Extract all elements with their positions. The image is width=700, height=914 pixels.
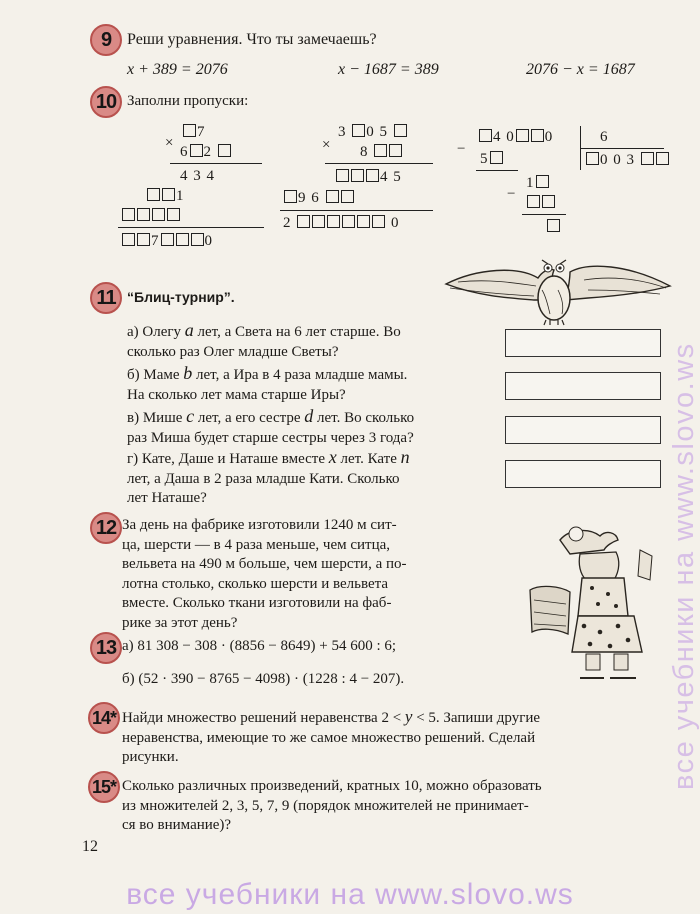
expression-a: а) 81 308 − 308 · (8856 − 8649) + 54 600 : 6;: [122, 638, 397, 654]
page-number: 12: [82, 838, 98, 855]
task-number-badge: 12: [90, 512, 122, 544]
digit-row: 3 0 5: [338, 123, 408, 141]
bottom-watermark: все учебники на www.slovo.ws: [126, 878, 574, 911]
answer-box-b[interactable]: [505, 372, 661, 400]
digit-row: 1: [526, 174, 550, 192]
task-number-badge: 13: [90, 632, 122, 664]
equation: 2076 − x = 1687: [526, 61, 635, 78]
task-number-badge: 15*: [88, 771, 120, 803]
times-sign: ×: [322, 137, 332, 153]
task-number-badge: 14*: [88, 702, 120, 734]
task-title: Реши уравнения. Что ты замечаешь?: [127, 31, 377, 48]
rule-line: [118, 227, 264, 228]
task-number-badge: 9: [90, 24, 122, 56]
fabric-character-illustration: [520, 520, 670, 690]
rule-line: [580, 148, 664, 149]
task-number-badge: 10: [90, 86, 122, 118]
task-text: Найди множество решений неравенства 2 < y < 5. Запиши другие неравенства, имеющие то же самое множество решений. Сделай рисунки.: [122, 707, 541, 765]
equation: x + 389 = 2076: [127, 61, 228, 78]
question-c: в) Мише c лет, а его сестре d лет. Во сколько раз Миша будет старше сестры через 3 года?: [127, 406, 415, 446]
side-watermark: все учебники на www.slovo.ws: [668, 342, 700, 790]
answer-box-d[interactable]: [505, 460, 661, 488]
digit-row: 9 6: [283, 189, 355, 207]
task-text: Сколько различных произведений, кратных 10, можно образовать из множителей 2, 3, 5, 7, 9 (порядок множителей не принимает- ся во внимание)?: [122, 778, 542, 833]
rule-line: [280, 210, 433, 211]
digit-row: 4 0 0: [478, 128, 553, 146]
task-title: Заполни пропуски:: [127, 93, 249, 109]
digit-row: 7: [182, 123, 206, 141]
question-d: г) Кате, Даше и Наташе вместе x лет. Кате n лет, а Даша в 2 раза младше Кати. Сколько лет Наташе?: [127, 447, 410, 506]
answer-box-a[interactable]: [505, 329, 661, 357]
quotient: 0 0 3: [585, 151, 670, 169]
digit-row: 4 3 4: [180, 168, 215, 184]
equation: x − 1687 = 389: [338, 61, 439, 78]
question-a: а) Олегу a лет, а Света на 6 лет старше. Во сколько раз Олег младше Светы?: [127, 320, 401, 360]
times-sign: ×: [165, 135, 175, 151]
digit-row: 1: [146, 187, 185, 205]
divisor: 6: [600, 129, 609, 145]
digit-row: 5: [480, 150, 504, 168]
digit-row: 6 2: [180, 143, 232, 161]
rule-line: [170, 163, 262, 164]
task-text: За день на фабрике изготовили 1240 м сит- ца, шерсти — в 4 раза меньше, чем ситца, вельвета на 490 м больше, чем шерсти, а по- лотна столько, сколько шерсти и вельвета вместе. Сколько ткани изготовили на фаб- рике за этот день?: [122, 517, 407, 631]
digit-row: 8: [360, 143, 403, 161]
minus-sign: −: [507, 186, 517, 202]
answer-box-c[interactable]: [505, 416, 661, 444]
task-number-badge: 11: [90, 282, 122, 314]
digit-row: [121, 207, 181, 225]
rule-line: [325, 163, 433, 164]
minus-sign: −: [457, 141, 467, 157]
digit-row: 7 0: [121, 232, 213, 250]
task-title: “Блиц-турнир”.: [127, 289, 235, 305]
digit-row: 4 5: [335, 168, 402, 186]
rule-line: [476, 170, 518, 171]
digit-row: [526, 194, 556, 212]
expression-b: б) (52 · 390 − 8765 − 4098) · (1228 : 4 − 207).: [122, 671, 405, 687]
digit-row: [546, 218, 561, 236]
owl-illustration: [438, 250, 676, 326]
question-b: б) Маме b лет, а Ира в 4 раза младше мамы. На сколько лет мама старше Иры?: [127, 363, 408, 403]
digit-row: 2 0: [283, 215, 400, 231]
rule-line: [522, 214, 566, 215]
